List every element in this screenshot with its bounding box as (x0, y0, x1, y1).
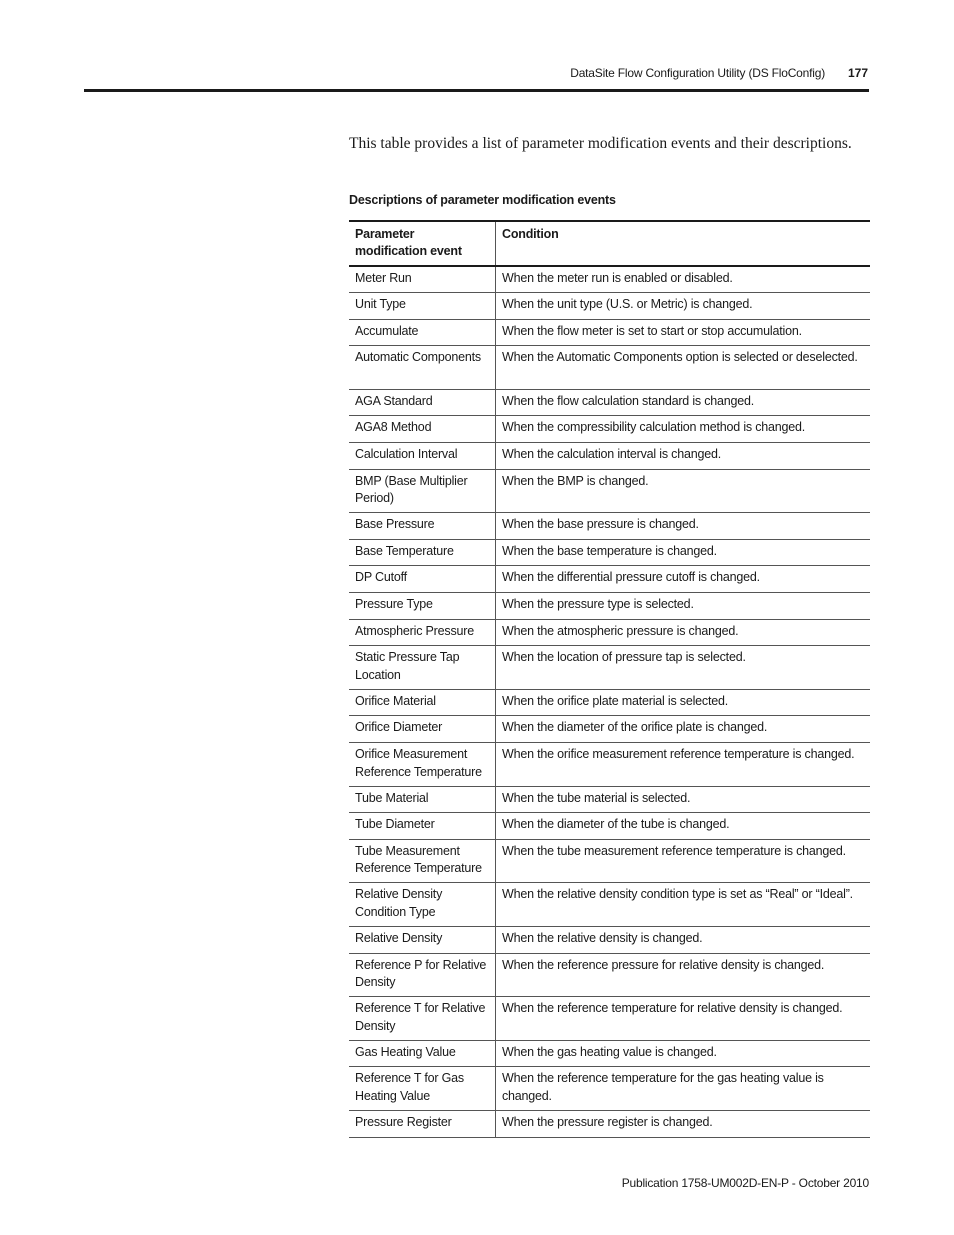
condition-cell: When the BMP is changed. (496, 469, 871, 513)
condition-cell: When the meter run is enabled or disabled. (496, 266, 871, 293)
table-row (349, 786, 870, 813)
event-cell: Accumulate (349, 319, 496, 346)
column-header-event: Parameter modification event (349, 221, 496, 266)
page-number: 177 (847, 66, 868, 80)
header-rule (84, 89, 869, 92)
event-cell: Base Pressure (349, 513, 496, 540)
condition-cell: When the diameter of the orifice plate is changed. (496, 716, 871, 743)
condition-cell: When the gas heating value is changed. (496, 1040, 871, 1067)
table-row (349, 593, 870, 620)
event-cell: Pressure Type (349, 593, 496, 620)
table-row (349, 883, 870, 927)
event-cell: Orifice Measurement Reference Temperature (349, 743, 496, 787)
event-cell: Orifice Diameter (349, 716, 496, 743)
table-row (349, 716, 870, 743)
table-row (349, 813, 870, 840)
condition-cell: When the reference pressure for relative density is changed. (496, 953, 871, 997)
intro-paragraph: This table provides a list of parameter modification events and their descriptions. (349, 135, 852, 152)
condition-cell: When the reference temperature for the gas heating value is changed. (496, 1067, 871, 1111)
event-cell: Meter Run (349, 266, 496, 293)
event-cell: Reference T for Relative Density (349, 997, 496, 1041)
table-row (349, 953, 870, 997)
event-cell: Reference T for Gas Heating Value (349, 1067, 496, 1111)
table-row (349, 926, 870, 953)
event-cell: Reference P for Relative Density (349, 953, 496, 997)
condition-cell: When the reference temperature for relative density is changed. (496, 997, 871, 1041)
event-cell: Tube Diameter (349, 813, 496, 840)
event-cell: BMP (Base Multiplier Period) (349, 469, 496, 513)
condition-cell: When the base temperature is changed. (496, 539, 871, 566)
event-cell: Orifice Material (349, 689, 496, 716)
column-header-condition: Condition (496, 221, 871, 266)
header-title: DataSite Flow Configuration Utility (DS FloConfig) (570, 66, 825, 80)
event-cell: Gas Heating Value (349, 1040, 496, 1067)
table-row (349, 566, 870, 593)
event-cell: DP Cutoff (349, 566, 496, 593)
event-cell: Calculation Interval (349, 443, 496, 470)
event-cell: Base Temperature (349, 539, 496, 566)
condition-cell: When the tube material is selected. (496, 786, 871, 813)
table-header-row (349, 221, 870, 266)
table-row (349, 266, 870, 293)
event-cell: Atmospheric Pressure (349, 619, 496, 646)
condition-cell: When the atmospheric pressure is changed. (496, 619, 871, 646)
condition-cell: When the orifice measurement reference temperature is changed. (496, 743, 871, 787)
condition-cell: When the flow calculation standard is changed. (496, 389, 871, 416)
table-row (349, 539, 870, 566)
condition-cell: When the location of pressure tap is selected. (496, 646, 871, 690)
table-row (349, 443, 870, 470)
condition-cell: When the unit type (U.S. or Metric) is changed. (496, 293, 871, 320)
table-row (349, 319, 870, 346)
table-caption: Descriptions of parameter modification events (349, 193, 616, 207)
event-cell: Pressure Register (349, 1110, 496, 1137)
table-row (349, 619, 870, 646)
event-cell: Relative Density (349, 926, 496, 953)
table-row (349, 389, 870, 416)
running-header (84, 63, 869, 85)
event-cell: Tube Material (349, 786, 496, 813)
condition-cell: When the base pressure is changed. (496, 513, 871, 540)
event-cell: Unit Type (349, 293, 496, 320)
condition-cell: When the orifice plate material is selected. (496, 689, 871, 716)
table-row (349, 1040, 870, 1067)
event-cell: Tube Measurement Reference Temperature (349, 839, 496, 883)
condition-cell: When the relative density condition type is set as “Real” or “Ideal”. (496, 883, 871, 927)
condition-cell: When the tube measurement reference temperature is changed. (496, 839, 871, 883)
condition-cell: When the differential pressure cutoff is changed. (496, 566, 871, 593)
table-row (349, 346, 870, 390)
condition-cell: When the pressure register is changed. (496, 1110, 871, 1137)
table-row (349, 416, 870, 443)
table-row (349, 1110, 870, 1137)
condition-cell: When the relative density is changed. (496, 926, 871, 953)
publication-footer: Publication 1758-UM002D-EN-P - October 2010 (621, 1176, 869, 1190)
table-row (349, 469, 870, 513)
table-row (349, 293, 870, 320)
event-cell: Relative Density Condition Type (349, 883, 496, 927)
event-cell: AGA8 Method (349, 416, 496, 443)
table-row (349, 1067, 870, 1111)
table-row (349, 997, 870, 1041)
event-cell: AGA Standard (349, 389, 496, 416)
condition-cell: When the calculation interval is changed. (496, 443, 871, 470)
table-row (349, 743, 870, 787)
table-row (349, 646, 870, 690)
condition-cell: When the pressure type is selected. (496, 593, 871, 620)
table-row (349, 513, 870, 540)
table-row (349, 839, 870, 883)
condition-cell: When the compressibility calculation method is changed. (496, 416, 871, 443)
parameter-events-table (349, 220, 870, 1138)
table-row (349, 689, 870, 716)
condition-cell: When the diameter of the tube is changed. (496, 813, 871, 840)
condition-cell: When the Automatic Components option is selected or deselected. (496, 346, 871, 390)
event-cell: Automatic Components (349, 346, 496, 390)
condition-cell: When the flow meter is set to start or stop accumulation. (496, 319, 871, 346)
event-cell: Static Pressure Tap Location (349, 646, 496, 690)
